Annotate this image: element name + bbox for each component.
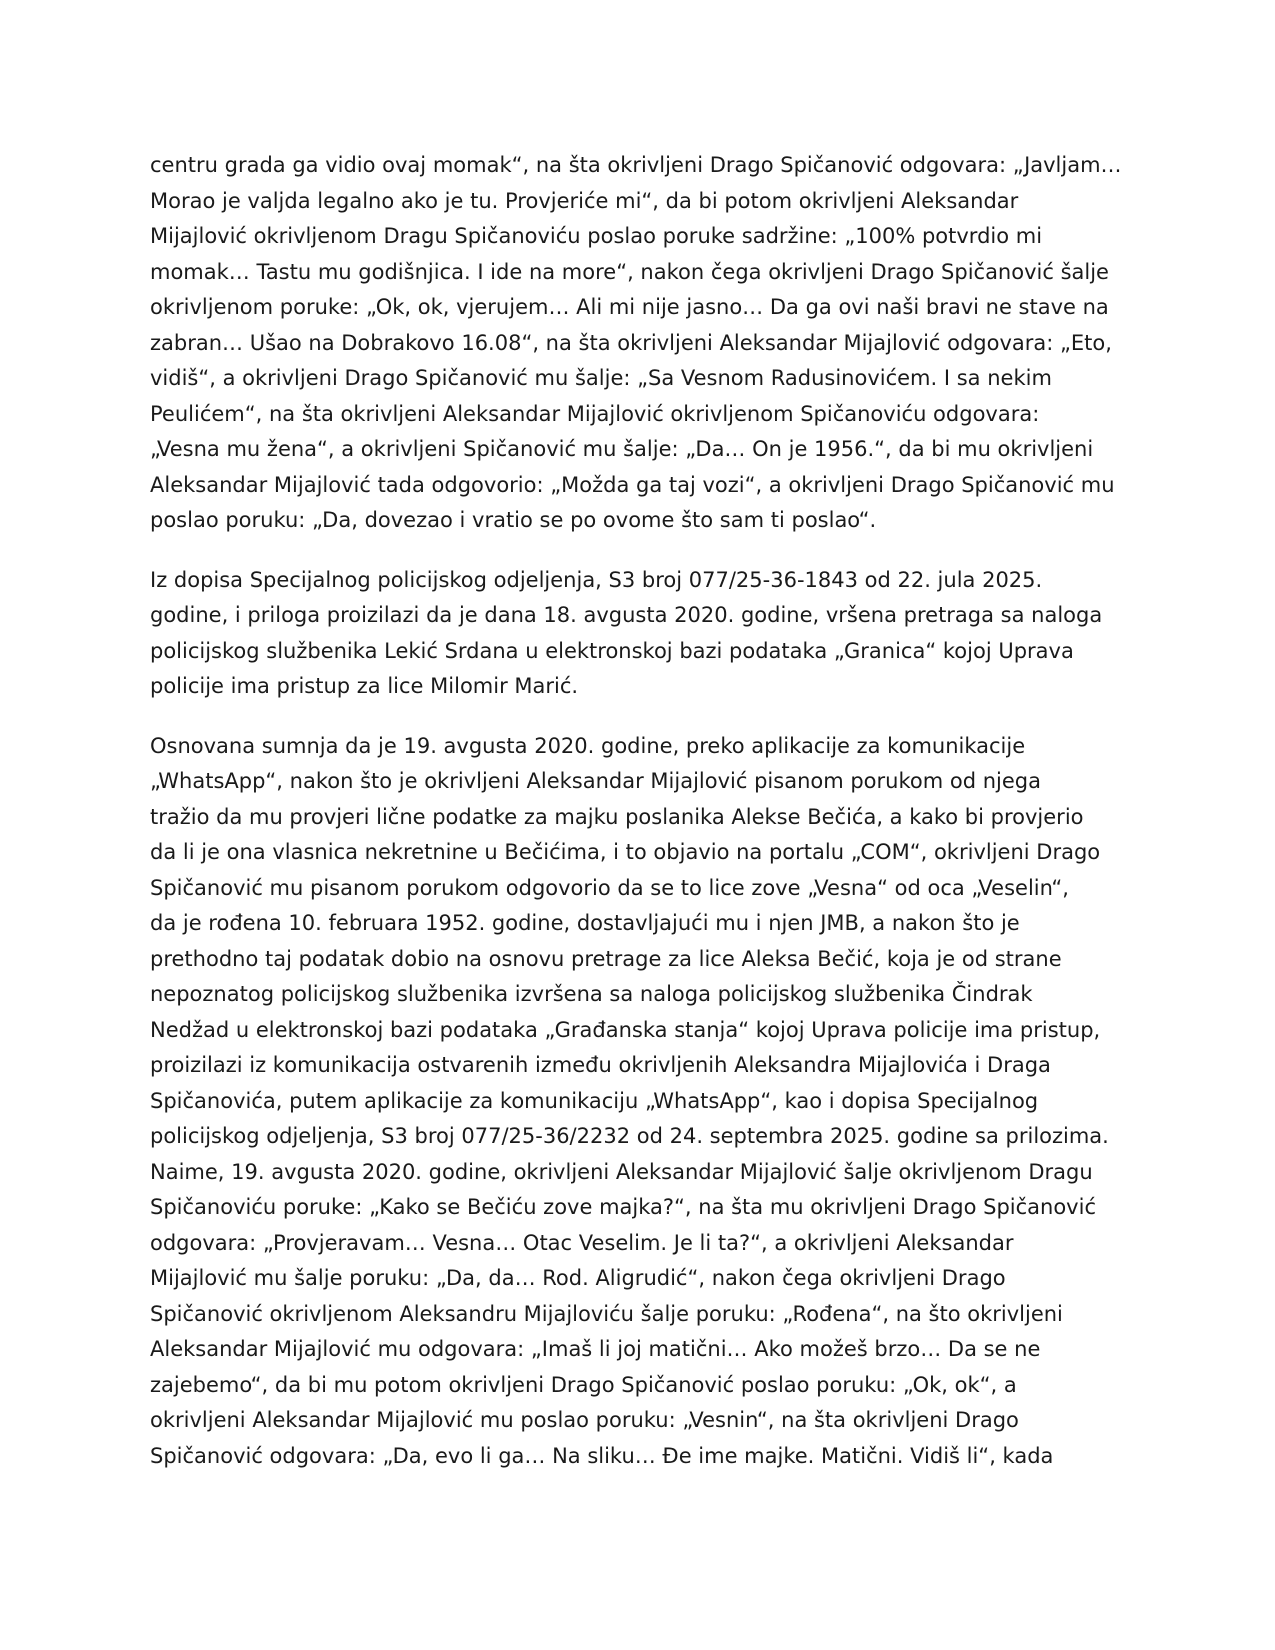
text-line: vidiš“, a okrivljeni Drago Spičanović mu šalje: „Sa Vesnom Radusinovićem. I sa nekim [150,366,1052,390]
text-line: Spičanović odgovara: „Da, evo li ga… Na sliku… Đe ime majke. Matični. Vidiš li“, kada [150,1443,1054,1468]
text-line: okrivljenom poruke: „Ok, ok, vjerujem… Ali mi nije jasno… Da ga ovi naši bravi ne stave na [150,295,1109,319]
paragraph-1 [150,148,1130,539]
text-line: momak… Tastu mu godišnjica. I ide na more“, nakon čega okrivljeni Drago Spičanović šalje [150,259,1109,284]
text-line: Peulićem“, na šta okrivljeni Aleksandar Mijajlović okrivljenom Spičanoviću odgovara: [150,401,1040,426]
text-line: centru grada ga vidio ovaj momak“, na šta okrivljeni Drago Spičanović odgovara: „Javljam… [150,153,1122,177]
paragraph-3 [150,729,1130,1475]
text-line: policije ima pristup za lice Milomir Marić. [150,674,579,698]
text-line: prethodno taj podatak dobio na osnovu pretrage za lice Aleksa Bečić, koja je od strane [150,946,1062,971]
text-line: Aleksandar Mijajlović mu odgovara: „Imaš li joj matični… Ako možeš brzo… Da se ne [150,1337,1041,1361]
text-line: Spičanović okrivljenom Aleksandru Mijajloviću šalje poruku: „Rođena“, na što okrivljeni [150,1301,1063,1326]
text-line: policijskog odjeljenja, S3 broj 077/25-36/2232 od 24. septembra 2025. godine sa prilozima. [150,1124,1109,1148]
text-line: Spičanovića, putem aplikacije za komunikaciju „WhatsApp“, kao i dopisa Specijalnog [150,1088,1039,1113]
text-line: zajebemo“, da bi mu potom okrivljeni Drago Spičanović poslao poruku: „Ok, ok“, a [150,1372,1017,1397]
text-line: Naime, 19. avgusta 2020. godine, okrivljeni Aleksandar Mijajlović šalje okrivljenom Dragu [150,1159,1093,1184]
text-line: Mijajlović okrivljenom Dragu Spičanoviću poslao poruke sadržine: „100% potvrdio mi [150,224,1043,248]
text-line: da li je ona vlasnica nekretnine u Bečićima, i to objavio na portalu „COM“, okrivljeni Drago [150,840,1101,864]
text-line: godine, i priloga proizilazi da je dana 18. avgusta 2020. godine, vršena pretraga sa naloga [150,603,1103,627]
text-line: Spičanović mu pisanom porukom odgovorio da se to lice zove „Vesna“ od oca „Veselin“, [150,875,1069,900]
text-line: odgovara: „Provjeravam… Vesna… Otac Veselim. Je li ta?“, a okrivljeni Aleksandar [150,1230,1014,1255]
text-line: zabran… Ušao na Dobrakovo 16.08“, na šta okrivljeni Aleksandar Mijajlović odgovara: „Eto, [150,330,1112,355]
text-line: Iz dopisa Specijalnog policijskog odjeljenja, S3 broj 077/25-36-1843 od 22. jula 2025. [150,567,1043,592]
text-line: „Vesna mu žena“, a okrivljeni Spičanović mu šalje: „Da… On je 1956.“, da bi mu okrivljeni [150,437,1094,461]
text-line: okrivljeni Aleksandar Mijajlović mu poslao poruku: „Vesnin“, na šta okrivljeni Drago [150,1408,1019,1432]
text-line: poslao poruku: „Da, dovezao i vratio se po ovome što sam ti poslao“. [150,508,877,532]
text-line: Aleksandar Mijajlović tada odgovorio: „Možda ga taj vozi“, a okrivljeni Drago Spičanović mu [150,472,1115,497]
text-line: da je rođena 10. februara 1952. godine, dostavljajući mu i njen JMB, a nakon što je [150,911,1020,935]
document-page [150,148,1130,1498]
text-line: tražio da mu provjeri lične podatke za majku poslanika Alekse Bečića, a kako bi provjerio [150,804,1084,829]
text-line: nepoznatog policijskog službenika izvršena sa naloga policijskog službenika Čindrak [150,982,1033,1006]
text-line: proizilazi iz komunikacija ostvarenih između okrivljenih Aleksandra Mijajlovića i Draga [150,1053,1051,1077]
text-line: Mijajlović mu šalje poruku: „Da, da… Rod. Aligrudić“, nakon čega okrivljeni Drago [150,1266,1006,1290]
text-line: Morao je valjda legalno ako je tu. Provjeriće mi“, da bi potom okrivljeni Aleksandar [150,188,1019,213]
text-line: policijskog službenika Lekić Srdana u elektronskoj bazi podataka „Granica“ kojoj Uprava [150,638,1074,663]
text-line: Osnovana sumnja da je 19. avgusta 2020. godine, preko aplikacije za komunikacije [150,733,1026,758]
text-line: „WhatsApp“, nakon što je okrivljeni Aleksandar Mijajlović pisanom porukom od njega [150,769,1041,793]
text-line: Spičanoviću poruke: „Kako se Bečiću zove majka?“, na šta mu okrivljeni Drago Spičanović [150,1195,1096,1219]
paragraph-2 [150,563,1130,705]
text-line: Nedžad u elektronskoj bazi podataka „Građanska stanja“ kojoj Uprava policije ima pristup, [150,1017,1101,1042]
